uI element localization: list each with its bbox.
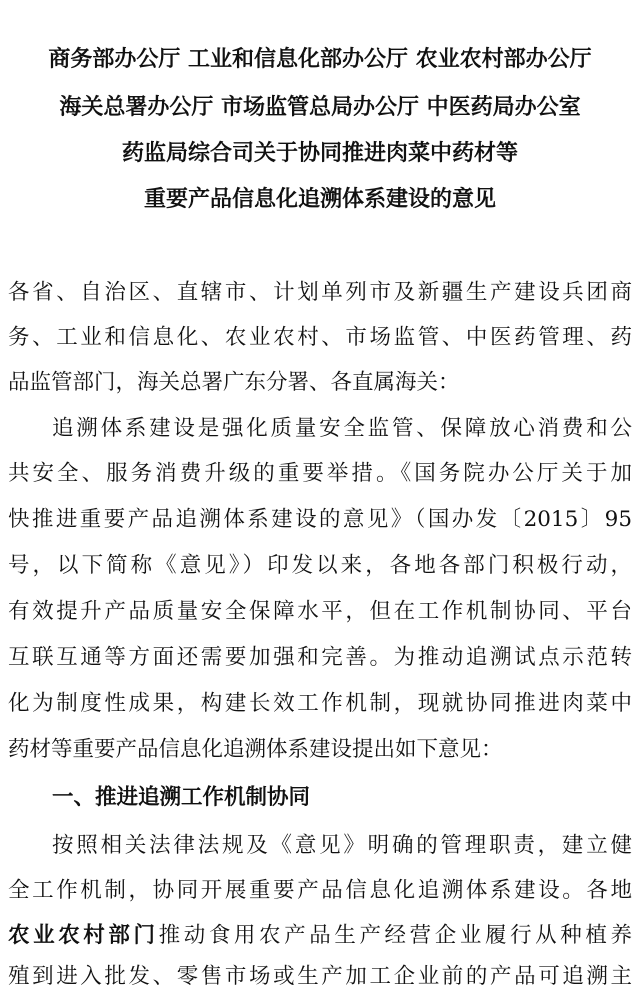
paragraph-1-line-1: 追溯体系建设是强化质量安全监管、保障放心消费和公 — [52, 416, 632, 441]
section-1-heading: 一、推进追溯工作机制协同 — [52, 785, 311, 810]
paragraph-1-line-2: 共安全、服务消费升级的重要举措。《国务院办公厅关于加 — [8, 461, 632, 486]
paragraph-1-line-7: 化为制度性成果，构建长效工作机制，现就协同推进肉菜中 — [8, 691, 632, 716]
emphasis-agriculture-department: 农业农村部门 — [8, 923, 159, 948]
document-title-line-2: 海关总署办公厅 市场监管总局办公厅 中医药局办公室 — [59, 95, 581, 120]
addressee-line-3: 品监管部门，海关总署广东分署、各直属海关： — [8, 370, 460, 395]
paragraph-2-line-3-rest: 推动食用农产品生产经营企业履行从种植养 — [158, 923, 632, 948]
paragraph-2-line-4: 殖到进入批发、零售市场或生产加工企业前的产品可追溯主 — [8, 964, 632, 989]
paragraph-1-line-8: 药材等重要产品信息化追溯体系建设提出如下意见： — [8, 737, 503, 762]
paragraph-1-line-5: 有效提升产品质量安全保障水平，但在工作机制协同、平台 — [8, 599, 632, 624]
document-title-line-4: 重要产品信息化追溯体系建设的意见 — [143, 187, 496, 212]
addressee-line-2: 务、工业和信息化、农业农村、市场监管、中医药管理、药 — [8, 325, 632, 350]
paragraph-2-line-2: 全工作机制，协同开展重要产品信息化追溯体系建设。各地 — [8, 878, 632, 903]
paragraph-1-line-4: 号，以下简称《意见》）印发以来，各地各部门积极行动， — [8, 553, 632, 578]
document-title-line-3: 药监局综合司关于协同推进肉菜中药材等 — [121, 141, 518, 166]
paragraph-1-line-6: 互联互通等方面还需要加强和完善。为推动追溯试点示范转 — [8, 645, 632, 670]
paragraph-1-line-3: 快推进重要产品追溯体系建设的意见》（国办发〔2015〕95 — [8, 507, 632, 532]
paragraph-2-line-1: 按照相关法律法规及《意见》明确的管理职责，建立健 — [52, 833, 632, 858]
addressee-line-1: 各省、自治区、直辖市、计划单列市及新疆生产建设兵团商 — [8, 280, 632, 305]
paragraph-2-line-3 — [8, 922, 632, 950]
document-title-line-1: 商务部办公厅 工业和信息化部办公厅 农业农村部办公厅 — [48, 47, 592, 72]
